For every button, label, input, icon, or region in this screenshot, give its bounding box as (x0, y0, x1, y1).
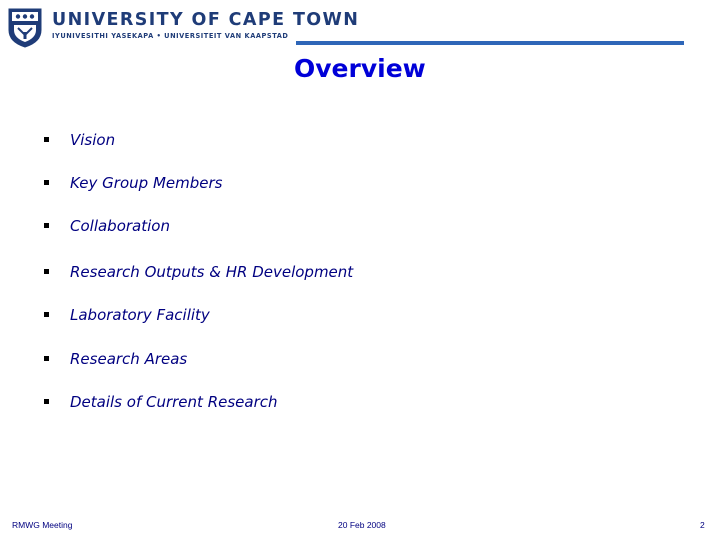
bullet-text: Research Outputs & HR Development (70, 263, 354, 281)
square-bullet-icon (44, 137, 49, 142)
bullet-text: Vision (70, 131, 116, 149)
footer-date: 20 Feb 2008 (338, 520, 386, 530)
bullet-text: Laboratory Facility (70, 306, 210, 324)
university-subtitle: IYUNIVESITHI YASEKAPA • UNIVERSITEIT VAN KAAPSTAD (52, 32, 289, 40)
slide-header (0, 0, 720, 50)
bullet-text: Details of Current Research (70, 393, 278, 411)
square-bullet-icon (44, 356, 49, 361)
page-number: 2 (700, 520, 705, 530)
bullet-text: Collaboration (70, 217, 170, 235)
square-bullet-icon (44, 399, 49, 404)
slide-title: Overview (294, 54, 426, 83)
footer-meeting-name: RMWG Meeting (12, 520, 73, 530)
square-bullet-icon (44, 223, 49, 228)
square-bullet-icon (44, 269, 49, 274)
square-bullet-icon (44, 312, 49, 317)
square-bullet-icon (44, 180, 49, 185)
university-crest-logo (8, 8, 42, 48)
bullet-text: Research Areas (70, 350, 188, 368)
university-name: UNIVERSITY OF CAPE TOWN (52, 10, 360, 30)
bullet-text: Key Group Members (70, 174, 223, 192)
header-rule (296, 41, 684, 45)
